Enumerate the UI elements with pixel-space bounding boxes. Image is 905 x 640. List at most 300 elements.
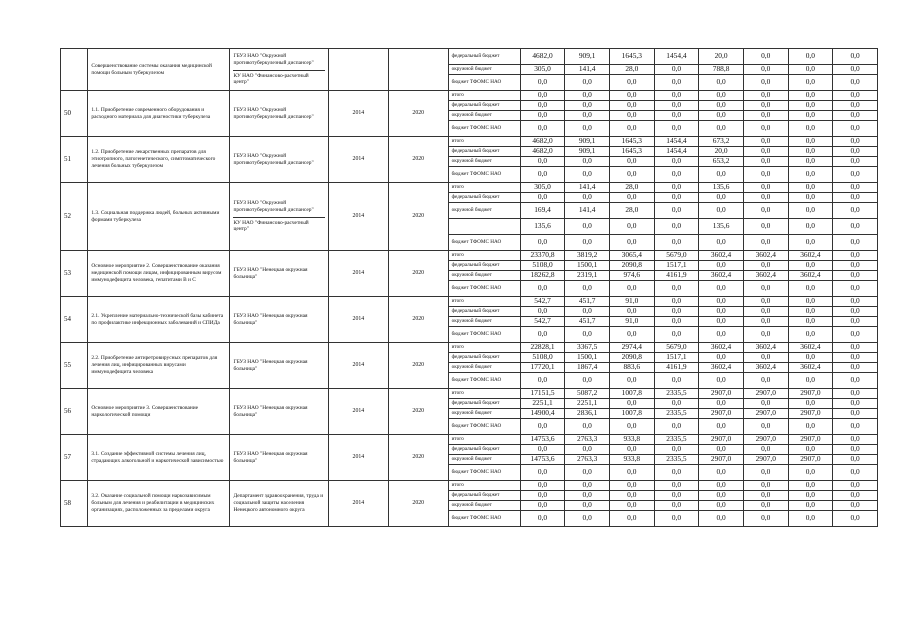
activity-name: 2.1. Укрепление материально-технической базы кабинета по профилактике инфекционных заболеваний и СПИДа [88,297,230,343]
amount-cell: 5679,0 [654,251,699,261]
amount-cell: 0,0 [833,363,878,373]
activity-name: Основное мероприятие 3. Совершенствование наркологической помощи [88,389,230,435]
amount-cell: 0,0 [788,373,833,389]
amount-cell: 0,0 [833,281,878,297]
amount-cell: 0,0 [654,399,699,409]
amount-cell: 135,6 [520,219,565,235]
amount-cell: 3602,4 [699,251,744,261]
amount-cell: 0,0 [699,167,744,183]
amount-cell: 0,0 [654,167,699,183]
amount-cell: 0,0 [833,101,878,111]
row-number: 58 [61,481,88,527]
amount-cell: 2907,0 [699,389,744,399]
amount-cell: 4161,9 [654,271,699,281]
amount-cell: 0,0 [609,501,654,511]
amount-cell: 0,0 [699,399,744,409]
funding-source: федеральный бюджет [448,147,520,157]
amount-cell: 0,0 [833,193,878,203]
amount-cell: 0,0 [833,297,878,307]
amount-cell: 0,0 [833,203,878,219]
funding-source: бюджет ТФОМС НАО [448,281,520,297]
amount-cell: 1500,1 [565,261,610,271]
amount-cell: 4682,0 [520,137,565,147]
table-row [61,389,878,399]
end-year: 2020 [388,251,448,297]
amount-cell: 0,0 [833,389,878,399]
amount-cell: 0,0 [833,183,878,193]
amount-cell: 0,0 [833,219,878,235]
amount-cell: 0,0 [520,91,565,101]
amount-cell: 0,0 [743,147,788,157]
amount-cell: 451,7 [565,297,610,307]
funding-source: бюджет ТФОМС НАО [448,75,520,91]
amount-cell: 0,0 [520,193,565,203]
amount-cell: 2907,0 [788,455,833,465]
executor-name: ГБУЗ НАО "Ненецкая окружная больница" [233,312,308,326]
executor-cell [230,297,328,343]
amount-cell: 0,0 [565,445,610,455]
amount-cell: 0,0 [788,297,833,307]
amount-cell: 0,0 [743,297,788,307]
amount-cell: 14900,4 [520,409,565,419]
funding-source: федеральный бюджет [448,49,520,65]
amount-cell: 0,0 [743,373,788,389]
amount-cell: 0,0 [743,75,788,91]
amount-cell: 0,0 [743,101,788,111]
amount-cell: 0,0 [609,167,654,183]
amount-cell: 14753,6 [520,435,565,445]
amount-cell: 2907,0 [699,409,744,419]
funding-source: федеральный бюджет [448,445,520,455]
table-row [61,91,878,101]
amount-cell: 0,0 [788,327,833,343]
amount-cell: 0,0 [743,137,788,147]
amount-cell: 14753,6 [520,455,565,465]
start-year: 2014 [328,389,388,435]
amount-cell: 0,0 [788,511,833,527]
start-year: 2014 [328,435,388,481]
amount-cell: 0,0 [743,317,788,327]
amount-cell: 0,0 [788,137,833,147]
amount-cell: 0,0 [609,373,654,389]
funding-source: федеральный бюджет [448,101,520,111]
executor-cell [230,251,328,297]
amount-cell: 0,0 [520,235,565,251]
amount-cell: 0,0 [565,121,610,137]
funding-source: окружной бюджет [448,363,520,373]
amount-cell: 0,0 [699,491,744,501]
executor-cell [230,481,328,527]
amount-cell: 0,0 [699,373,744,389]
executor-cell [230,137,328,183]
amount-cell: 0,0 [699,261,744,271]
amount-cell: 0,0 [788,101,833,111]
amount-cell: 0,0 [565,101,610,111]
amount-cell: 673,2 [699,137,744,147]
amount-cell: 28,0 [609,203,654,219]
amount-cell: 0,0 [565,419,610,435]
executor-cell [230,91,328,137]
funding-source: окружной бюджет [448,501,520,511]
amount-cell: 5679,0 [654,343,699,353]
amount-cell: 1645,3 [609,147,654,157]
start-year [328,49,388,91]
amount-cell: 909,1 [565,147,610,157]
amount-cell: 2836,1 [565,409,610,419]
funding-source: итого [448,91,520,101]
amount-cell: 0,0 [520,157,565,167]
amount-cell: 0,0 [788,203,833,219]
amount-cell: 0,0 [833,317,878,327]
amount-cell: 3602,4 [788,251,833,261]
amount-cell: 542,7 [520,317,565,327]
amount-cell: 141,4 [565,203,610,219]
amount-cell: 20,0 [699,49,744,65]
activity-name: 1.2. Приобретение лекарственных препаратов для этиотропного, патогенетического, симптоматического лечения больных туберкулезом [88,137,230,183]
amount-cell: 0,0 [565,219,610,235]
amount-cell: 0,0 [520,281,565,297]
amount-cell: 1007,8 [609,409,654,419]
amount-cell: 0,0 [654,219,699,235]
amount-cell: 0,0 [699,327,744,343]
start-year: 2014 [328,183,388,251]
activity-name: 3.2. Оказание социальной помощи наркозависимым больным для лечения и реабилитации в медицинских организациях, расположенных за пределами округа [88,481,230,527]
amount-cell: 0,0 [609,491,654,501]
amount-cell: 542,7 [520,297,565,307]
row-number: 52 [61,183,88,251]
executor-name: ГБУЗ НАО "Окружной противотуберкулезный диспансер" [233,53,314,66]
amount-cell: 0,0 [654,501,699,511]
amount-cell: 2907,0 [788,389,833,399]
executor-name: ГБУЗ НАО "Ненецкая окружная больница" [233,404,308,418]
funding-source: бюджет ТФОМС НАО [448,235,520,251]
amount-cell: 0,0 [699,111,744,121]
amount-cell: 4161,9 [654,363,699,373]
executor-name: Департамент здравоохранения, труда и социальной защиты населения Ненецкого автономного округа [233,493,324,513]
amount-cell: 0,0 [788,157,833,167]
amount-cell: 0,0 [743,501,788,511]
executor-cell [230,343,328,389]
amount-cell: 0,0 [565,157,610,167]
amount-cell: 451,7 [565,317,610,327]
amount-cell: 0,0 [788,49,833,65]
amount-cell: 0,0 [699,101,744,111]
amount-cell: 0,0 [788,65,833,75]
amount-cell: 0,0 [743,49,788,65]
amount-cell: 0,0 [788,501,833,511]
amount-cell: 2907,0 [743,455,788,465]
amount-cell: 909,1 [565,49,610,65]
amount-cell: 974,6 [609,271,654,281]
amount-cell: 0,0 [833,251,878,261]
amount-cell: 2907,0 [699,435,744,445]
amount-cell: 0,0 [609,91,654,101]
table-row [61,183,878,193]
amount-cell: 0,0 [520,111,565,121]
amount-cell: 28,0 [609,183,654,193]
amount-cell: 0,0 [565,373,610,389]
amount-cell: 0,0 [743,193,788,203]
amount-cell: 169,4 [520,203,565,219]
funding-source: итого [448,389,520,399]
amount-cell: 22828,1 [520,343,565,353]
row-number: 56 [61,389,88,435]
amount-cell: 0,0 [699,317,744,327]
amount-cell: 0,0 [743,235,788,251]
amount-cell: 0,0 [743,353,788,363]
amount-cell: 0,0 [699,445,744,455]
start-year: 2014 [328,297,388,343]
amount-cell: 0,0 [609,419,654,435]
amount-cell: 0,0 [788,261,833,271]
amount-cell: 0,0 [609,511,654,527]
amount-cell: 0,0 [654,235,699,251]
amount-cell: 0,0 [833,409,878,419]
amount-cell: 0,0 [743,327,788,343]
amount-cell: 141,4 [565,65,610,75]
amount-cell: 0,0 [788,235,833,251]
amount-cell: 28,0 [609,65,654,75]
amount-cell: 0,0 [788,445,833,455]
activity-name: Совершенствование системы оказания медицинской помощи больным туберкулезом [88,49,230,91]
funding-source: бюджет ТФОМС НАО [448,511,520,527]
executor-cell [230,389,328,435]
funding-source: бюджет ТФОМС НАО [448,373,520,389]
amount-cell: 0,0 [520,75,565,91]
row-number: 51 [61,137,88,183]
amount-cell: 0,0 [654,373,699,389]
amount-cell: 0,0 [699,75,744,91]
amount-cell: 2763,3 [565,455,610,465]
amount-cell: 0,0 [743,307,788,317]
amount-cell: 0,0 [609,307,654,317]
funding-source: федеральный бюджет [448,193,520,203]
amount-cell: 0,0 [609,465,654,481]
amount-cell: 0,0 [654,445,699,455]
activity-name: 2.2. Приобретение антиретровирусных препаратов для лечения лиц, инфицированных вирусами иммунодефицита человека [88,343,230,389]
funding-source: федеральный бюджет [448,491,520,501]
amount-cell: 2907,0 [743,389,788,399]
amount-cell: 0,0 [833,91,878,101]
amount-cell: 0,0 [609,111,654,121]
amount-cell: 0,0 [520,419,565,435]
amount-cell: 0,0 [833,235,878,251]
amount-cell: 3602,4 [788,271,833,281]
amount-cell: 0,0 [565,281,610,297]
amount-cell: 0,0 [833,373,878,389]
amount-cell: 0,0 [654,183,699,193]
amount-cell: 3602,4 [743,251,788,261]
end-year: 2020 [388,481,448,527]
amount-cell: 0,0 [520,101,565,111]
amount-cell: 0,0 [833,137,878,147]
amount-cell: 2974,4 [609,343,654,353]
executor-name: ГБУЗ НАО "Окружной противотуберкулезный диспансер" [233,106,314,120]
executor-cell [230,435,328,481]
table-row [61,343,878,353]
amount-cell: 0,0 [833,435,878,445]
amount-cell: 0,0 [699,501,744,511]
funding-source: окружной бюджет [448,203,520,219]
amount-cell: 0,0 [833,167,878,183]
amount-cell: 0,0 [788,111,833,121]
amount-cell: 1867,4 [565,363,610,373]
funding-source: окружной бюджет [448,65,520,75]
amount-cell: 0,0 [788,399,833,409]
amount-cell: 2907,0 [788,409,833,419]
amount-cell: 1454,4 [654,137,699,147]
amount-cell: 0,0 [654,307,699,317]
amount-cell: 0,0 [565,501,610,511]
amount-cell: 2335,5 [654,455,699,465]
amount-cell: 788,8 [699,65,744,75]
amount-cell: 1007,8 [609,389,654,399]
table-row [61,49,878,65]
funding-source: бюджет ТФОМС НАО [448,121,520,137]
funding-source: бюджет ТФОМС НАО [448,327,520,343]
amount-cell: 0,0 [699,297,744,307]
amount-cell: 0,0 [743,121,788,137]
table-row [61,137,878,147]
amount-cell: 0,0 [654,481,699,491]
amount-cell: 0,0 [609,219,654,235]
funding-source: федеральный бюджет [448,353,520,363]
amount-cell: 1454,4 [654,49,699,65]
funding-source: федеральный бюджет [448,261,520,271]
amount-cell: 0,0 [654,157,699,167]
amount-cell: 0,0 [520,501,565,511]
amount-cell: 933,8 [609,435,654,445]
amount-cell: 0,0 [788,353,833,363]
amount-cell: 0,0 [833,465,878,481]
funding-source: итого [448,343,520,353]
funding-source: итого [448,481,520,491]
amount-cell: 0,0 [565,327,610,343]
row-number [61,49,88,91]
amount-cell: 2319,1 [565,271,610,281]
amount-cell: 0,0 [833,419,878,435]
amount-cell: 0,0 [788,481,833,491]
amount-cell: 0,0 [654,193,699,203]
funding-source: окружной бюджет [448,157,520,167]
amount-cell: 0,0 [833,65,878,75]
amount-cell: 0,0 [699,91,744,101]
amount-cell: 0,0 [565,193,610,203]
amount-cell: 1454,4 [654,147,699,157]
amount-cell: 0,0 [609,101,654,111]
amount-cell: 0,0 [788,121,833,137]
amount-cell: 5108,0 [520,261,565,271]
amount-cell: 4682,0 [520,147,565,157]
activity-name: 1.3. Социальная поддержка людей, больных активными формами туберкулеза [88,183,230,251]
amount-cell: 0,0 [654,491,699,501]
amount-cell: 2090,8 [609,353,654,363]
amount-cell: 0,0 [833,511,878,527]
executor-name: ГБУЗ НАО "Ненецкая окружная больница" [233,358,308,372]
end-year: 2020 [388,343,448,389]
amount-cell: 0,0 [833,307,878,317]
amount-cell: 0,0 [833,49,878,65]
amount-cell: 0,0 [520,373,565,389]
amount-cell: 1517,1 [654,261,699,271]
executor-name: ГБУЗ НАО "Окружной противотуберкулезный диспансер" [233,152,314,166]
row-number: 54 [61,297,88,343]
funding-source: окружной бюджет [448,317,520,327]
funding-source: итого [448,137,520,147]
amount-cell: 0,0 [743,445,788,455]
amount-cell: 2907,0 [788,435,833,445]
amount-cell: 0,0 [609,121,654,137]
executor-name: КУ НАО "Финансово-расчетный центр" [233,217,324,234]
end-year: 2020 [388,435,448,481]
amount-cell: 0,0 [788,183,833,193]
amount-cell: 3819,2 [565,251,610,261]
amount-cell: 2907,0 [743,409,788,419]
amount-cell: 0,0 [743,219,788,235]
executor-cell [230,49,328,91]
table-row [61,251,878,261]
amount-cell: 0,0 [520,445,565,455]
amount-cell: 0,0 [743,183,788,193]
amount-cell: 0,0 [699,353,744,363]
amount-cell: 0,0 [565,75,610,91]
amount-cell: 0,0 [833,491,878,501]
amount-cell: 933,8 [609,455,654,465]
end-year: 2020 [388,183,448,251]
table-row [61,481,878,491]
amount-cell: 0,0 [654,511,699,527]
amount-cell: 3602,4 [699,363,744,373]
end-year [388,49,448,91]
table-row [61,435,878,445]
amount-cell: 3602,4 [699,271,744,281]
start-year: 2014 [328,251,388,297]
funding-source: итого [448,251,520,261]
amount-cell: 0,0 [833,111,878,121]
amount-cell: 883,6 [609,363,654,373]
amount-cell: 0,0 [743,481,788,491]
amount-cell: 0,0 [833,501,878,511]
executor-name: ГБУЗ НАО "Окружной противотуберкулезный диспансер" [233,200,314,213]
amount-cell: 0,0 [609,399,654,409]
amount-cell: 5087,2 [565,389,610,399]
amount-cell: 305,0 [520,65,565,75]
amount-cell: 0,0 [788,167,833,183]
amount-cell: 0,0 [520,121,565,137]
amount-cell: 0,0 [654,281,699,297]
amount-cell: 2335,5 [654,435,699,445]
activity-name: 1.1. Приобретение современного оборудования и расходного материала для диагностики туберкулеза [88,91,230,137]
amount-cell: 0,0 [654,317,699,327]
amount-cell: 0,0 [788,193,833,203]
amount-cell: 0,0 [609,75,654,91]
amount-cell: 4682,0 [520,49,565,65]
amount-cell: 0,0 [788,91,833,101]
amount-cell: 2251,1 [565,399,610,409]
amount-cell: 1517,1 [654,353,699,363]
amount-cell: 0,0 [565,235,610,251]
amount-cell: 0,0 [743,511,788,527]
activity-name: Основное мероприятие 2. Совершенствование оказания медицинской помощи лицам, инфицированным вирусом иммунодефицита человека, гепатитами В и С [88,251,230,297]
amount-cell: 0,0 [788,307,833,317]
amount-cell: 0,0 [833,271,878,281]
row-number: 57 [61,435,88,481]
executor-cell [230,183,328,251]
amount-cell: 135,6 [699,219,744,235]
amount-cell: 0,0 [520,481,565,491]
row-number: 50 [61,91,88,137]
amount-cell: 0,0 [520,511,565,527]
